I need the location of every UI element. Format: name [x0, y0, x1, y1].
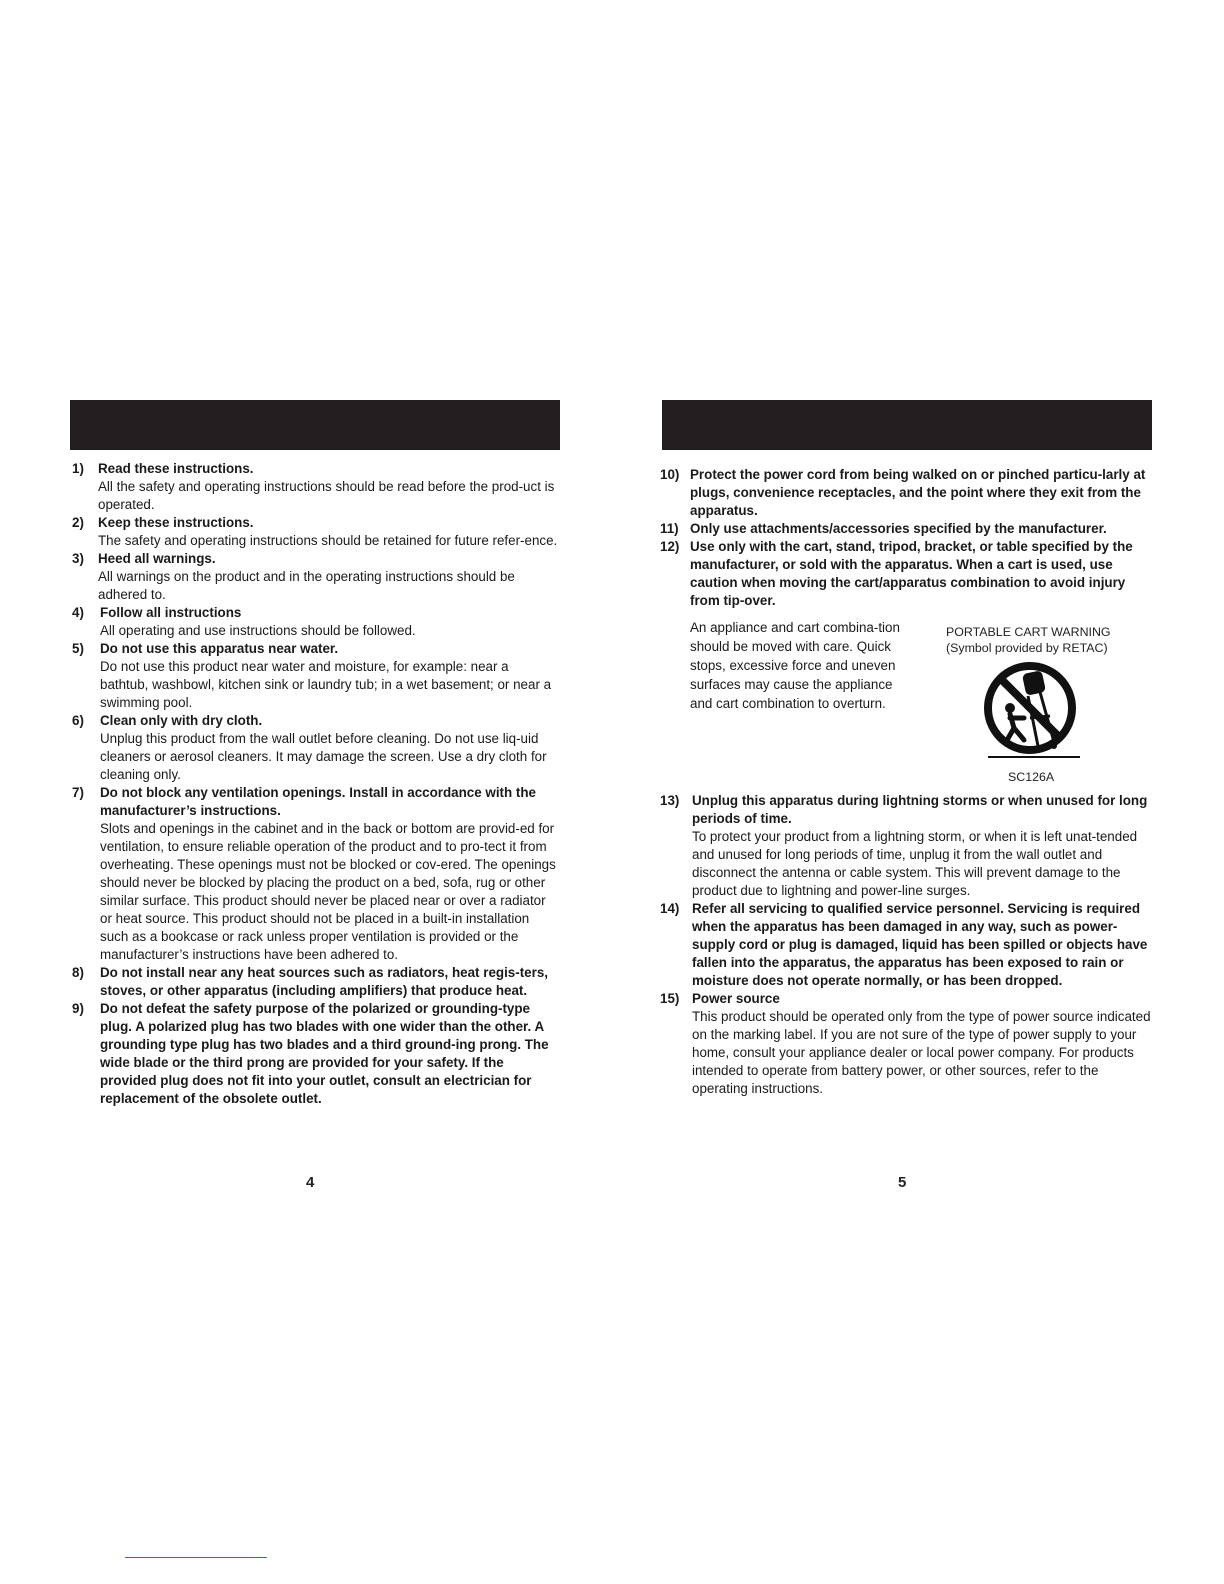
- item-number: 3): [72, 551, 84, 566]
- item-number: 1): [72, 461, 84, 476]
- right-header-bar: [662, 400, 1152, 450]
- item-number: 15): [660, 991, 680, 1006]
- cart-tipover-warning-icon: [980, 662, 1084, 762]
- instruction-item: [660, 990, 1152, 1098]
- cart-warning-block: [660, 618, 1152, 788]
- item-body: All operating and use instructions should be followed.: [100, 623, 416, 638]
- item-number: 12): [660, 539, 680, 554]
- cart-caution-text: An appliance and cart combina-tion should be moved with care. Quick stops, excessive force and uneven surfaces may cause the appliance and cart combination to overturn.: [690, 620, 900, 711]
- instruction-item: [72, 964, 560, 1000]
- instruction-item: [660, 792, 1152, 900]
- item-title: Do not install near any heat sources such as radiators, heat regis-ters, stoves, or other apparatus (including amplifiers) that produce heat.: [100, 965, 548, 998]
- instruction-item: [660, 538, 1152, 610]
- item-number: 7): [72, 785, 84, 800]
- item-title: Keep these instructions.: [98, 515, 254, 530]
- item-number: 5): [72, 641, 84, 656]
- left-header-bar: [70, 400, 560, 450]
- item-body: To protect your product from a lightning storm, or when it is left unat-tended and unused for long periods of time, unplug it from the wall outlet and disconnect the antenna or cable system. This will prevent damage to the product due to lightning and power-line surges.: [692, 829, 1138, 898]
- item-body: The safety and operating instructions should be retained for future refer-ence.: [98, 533, 558, 548]
- instruction-item: [72, 712, 560, 784]
- item-title: Clean only with dry cloth.: [100, 713, 263, 728]
- left-instructions-column: [72, 460, 560, 1108]
- instruction-item: [72, 640, 560, 712]
- item-title: Use only with the cart, stand, tripod, bracket, or table specified by the manufacturer, or sold with the apparatus. When a cart is used, use caution when moving the cart/apparatus combination to avoid injury from tip-over.: [690, 539, 1133, 608]
- instruction-item: [72, 1000, 560, 1108]
- footer-link-underline[interactable]: [125, 1557, 267, 1558]
- instruction-item: [660, 900, 1152, 990]
- item-body: This product should be operated only from the type of power source indicated on the marking label. If you are not sure of the type of power supply to your home, consult your appliance dealer or local power company. For products intended to operate from battery power, or other sources, refer to the operating instructions.: [692, 1009, 1151, 1096]
- item-body: All the safety and operating instructions should be read before the prod-uct is operated.: [98, 479, 555, 512]
- page-number-right: 5: [898, 1174, 907, 1191]
- item-title: Heed all warnings.: [98, 551, 216, 566]
- item-title: Unplug this apparatus during lightning storms or when unused for long periods of time.: [692, 793, 1148, 826]
- item-number: 14): [660, 901, 680, 916]
- instruction-item: [660, 466, 1152, 520]
- symbol-code: SC126A: [1008, 770, 1055, 784]
- page-number-left: 4: [306, 1174, 315, 1191]
- item-title: Only use attachments/accessories specified by the manufacturer.: [690, 521, 1107, 536]
- item-title: Do not use this apparatus near water.: [100, 641, 339, 656]
- item-number: 10): [660, 467, 680, 482]
- item-number: 2): [72, 515, 84, 530]
- instruction-item: [72, 514, 560, 550]
- cart-warning-title: PORTABLE CART WARNING: [946, 625, 1111, 639]
- item-title: Do not block any ventilation openings. Install in accordance with the manufacturer’s instructions.: [100, 785, 536, 818]
- item-title: Follow all instructions: [100, 605, 242, 620]
- item-number: 9): [72, 1001, 84, 1016]
- instruction-item: [660, 520, 1152, 538]
- cart-warning-source: (Symbol provided by RETAC): [946, 641, 1108, 655]
- instruction-item: [72, 604, 560, 640]
- instruction-item: [72, 784, 560, 964]
- item-number: 11): [660, 521, 679, 536]
- item-body: Unplug this product from the wall outlet before cleaning. Do not use liq-uid cleaners or aerosol cleaners. It may damage the screen. Use a dry cloth for cleaning only.: [100, 731, 547, 782]
- right-instructions-column: [660, 466, 1152, 1098]
- item-number: 6): [72, 713, 84, 728]
- item-title: Do not defeat the safety purpose of the polarized or grounding-type plug. A polarized plug has two blades with one wider than the other. A grounding type plug has two blades and a third ground-ing prong. The wide blade or the third prong are provided for your safety. If the provided plug does not fit into your outlet, consult an electrician for replacement of the obsolete outlet.: [100, 1001, 549, 1106]
- cart-warning-label: [946, 624, 1146, 656]
- item-title: Protect the power cord from being walked on or pinched particu-larly at plugs, convenience receptacles, and the point where they exit from the apparatus.: [690, 467, 1146, 518]
- instruction-item: [72, 460, 560, 514]
- item-number: 4): [72, 605, 84, 620]
- item-body: Slots and openings in the cabinet and in the back or bottom are provid-ed for ventilation, to ensure reliable operation of the product and to pro-tect it from overheating. These openings must not be blocked or cov-ered. The openings should never be blocked by placing the product on a bed, sofa, rug or other similar surface. This product should never be placed near or over a radiator or heat source. This product should not be placed in a built-in installation such as a bookcase or rack unless proper ventilation is provided or the manufacturer’s instructions have been adhered to.: [100, 821, 556, 962]
- item-title: Power source: [692, 991, 780, 1006]
- item-title: Read these instructions.: [98, 461, 254, 476]
- item-number: 8): [72, 965, 84, 980]
- item-title: Refer all servicing to qualified service personnel. Servicing is required when the apparatus has been damaged in any way, such as power-supply cord or plug is damaged, liquid has been spilled or objects have fallen into the apparatus, the apparatus has been exposed to rain or moisture does not operate normally, or has been dropped.: [692, 901, 1148, 988]
- item-body: Do not use this product near water and moisture, for example: near a bathtub, washbowl, kitchen sink or laundry tub; in a wet basement; or near a swimming pool.: [100, 659, 552, 710]
- instruction-item: [72, 550, 560, 604]
- item-number: 13): [660, 793, 680, 808]
- item-body: All warnings on the product and in the operating instructions should be adhered to.: [98, 569, 515, 602]
